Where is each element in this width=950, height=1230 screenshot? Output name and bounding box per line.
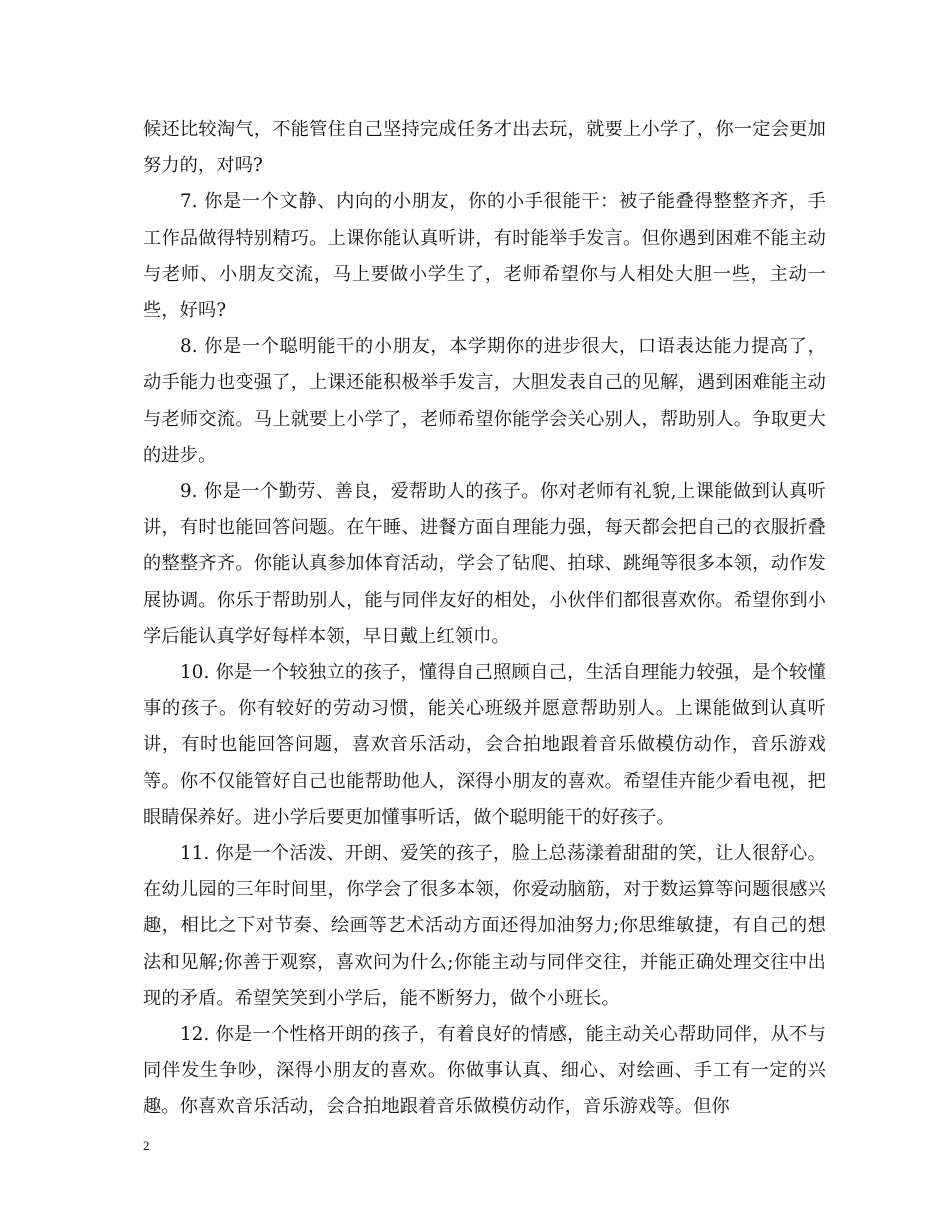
paragraph-item-9: 9. 你是一个勤劳、善良，爱帮助人的孩子。你对老师有礼貌,上课能做到认真听讲，有时也能回答问题。在午睡、进餐方面自理能力强，每天都会把自己的衣服折叠的整整齐齐。你能认真参加体育活动，学会了钻爬、拍球、跳绳等很多本领，动作发展协调。你乐于帮助别人，能与同伴友好的相处，小伙伴们都很喜欢你。希望你到小学后能认真学好每样本领，早日戴上红领巾。 bbox=[143, 481, 826, 647]
paragraph-item-11: 11. 你是一个活泼、开朗、爱笑的孩子，脸上总荡漾着甜甜的笑，让人很舒心。在幼儿园的三年时间里，你学会了很多本领，你爱动脑筋，对于数运算等问题很感兴趣，相比之下对节奏、绘画等艺术活动方面还得加油努力;你思维敏捷，有自己的想法和见解;你善于观察，喜欢问为什么;你能主动与同伴交往，并能正确处理交往中出现的矛盾。希望笑笑到小学后，能不断努力，做个小班长。 bbox=[143, 843, 826, 1009]
paragraph-item-10: 10. 你是一个较独立的孩子，懂得自己照顾自己，生活自理能力较强，是个较懂事的孩子。你有较好的劳动习惯，能关心班级并愿意帮助别人。上课能做到认真听讲，有时也能回答问题，喜欢音乐活动，会合拍地跟着音乐做模仿动作，音乐游戏等。你不仅能管好自己也能帮助他人，深得小朋友的喜欢。希望佳卉能少看电视，把眼睛保养好。进小学后要更加懂事听话，做个聪明能干的好孩子。 bbox=[143, 662, 826, 828]
paragraph-item-8: 8. 你是一个聪明能干的小朋友，本学期你的进步很大，口语表达能力提高了，动手能力也变强了，上课还能积极举手发言，大胆发表自己的见解，遇到困难能主动与老师交流。马上就要上小学了，老师希望你能学会关心别人，帮助别人。争取更大的进步。 bbox=[143, 336, 826, 466]
paragraph-item-7: 7. 你是一个文静、内向的小朋友，你的小手很能干：被子能叠得整整齐齐，手工作品做得特别精巧。上课你能认真听讲，有时能举手发言。但你遇到困难不能主动与老师、小朋友交流，马上要做小学生了，老师希望你与人相处大胆一些，主动一些，好吗? bbox=[143, 191, 826, 322]
page-body bbox=[143, 112, 826, 1126]
page-number: 2 bbox=[143, 1138, 150, 1153]
paragraph-continuation: 候还比较淘气，不能管住自己坚持完成任务才出去玩，就要上小学了，你一定会更加努力的，对吗? bbox=[143, 119, 826, 177]
paragraph-item-12: 12. 你是一个性格开朗的孩子，有着良好的情感，能主动关心帮助同伴，从不与同伴发生争吵，深得小朋友的喜欢。你做事认真、细心、对绘画、手工有一定的兴趣。你喜欢音乐活动，会合拍地跟着音乐做模仿动作，音乐游戏等。但你 bbox=[143, 1024, 826, 1118]
